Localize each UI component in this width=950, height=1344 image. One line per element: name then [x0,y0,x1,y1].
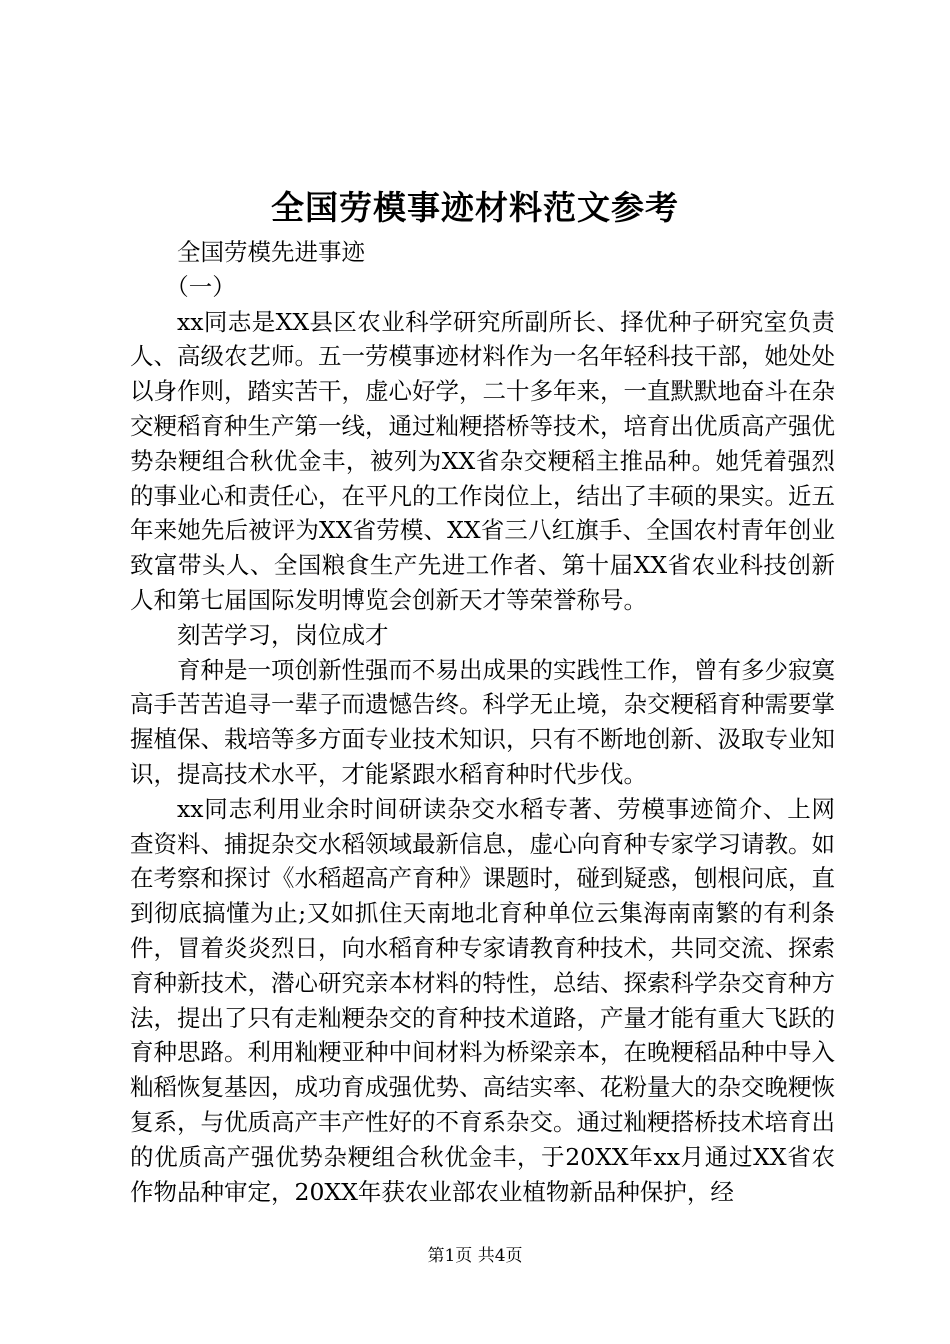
paragraph-intro: xx同志是XX县区农业科学研究所副所长、择优种子研究室负责人、高级农艺师。五一劳模事迹材料作为一名年轻科技干部，她处处以身作则，踏实苦干，虚心好学，二十多年来，一直默默地奋斗在杂交粳稻育种生产第一线，通过籼粳搭桥等技术，培育出优质高产强优势杂粳组合秋优金丰，被列为XX省杂交粳稻主推品种。她凭着强烈的事业心和责任心，在平凡的工作岗位上，结出了丰硕的果实。近五年来她先后被评为XX省劳模、XX省三八红旗手、全国农村青年创业致富带头人、全国粮食生产先进工作者、第十届XX省农业科技创新人和第七届国际发明博览会创新天才等荣誉称号。 [130,307,835,614]
paragraph-breeding: 育种是一项创新性强而不易出成果的实践性工作，曾有多少寂寞高手苦苦追寻一辈子而遗憾告终。科学无止境，杂交粳稻育种需要掌握植保、栽培等多方面专业技术知识，只有不断地创新、汲取专业知识，提高技术水平，才能紧跟水稻育种时代步伐。 [130,655,835,788]
section-heading: 全国劳模先进事迹 [177,238,365,266]
paragraph-research: xx同志利用业余时间研读杂交水稻专著、劳模事迹简介、上网查资料、捕捉杂交水稻领域最新信息，虚心向育种专家学习请教。如在考察和探讨《水稻超高产育种》课题时，碰到疑惑，刨根问底，直到彻底搞懂为止;又如抓住天南地北育种单位云集海南南繁的有利条件，冒着炎炎烈日，向水稻育种专家请教育种技术，共同交流、探索育种新技术，潜心研究亲本材料的特性，总结、探索科学杂交育种方法，提出了只有走籼粳杂交的育种技术道路，产量才能有重大飞跃的育种思路。利用籼粳亚种中间材料为桥梁亲本，在晚粳稻品种中导入籼稻恢复基因，成功育成强优势、高结实率、花粉量大的杂交晚粳恢复系，与优质高产丰产性好的不育系杂交。通过籼粳搭桥技术培育出的优质高产强优势杂粳组合秋优金丰，于20XX年xx月通过XX省农作物品种审定，20XX年获农业部农业植物新品种保护，经 [130,794,835,1206]
document-body [130,235,835,1209]
page-footer: 第1页 共4页 [427,1246,523,1266]
subheading-study: 刻苦学习，岗位成才 [177,620,389,649]
section-number: （一） [165,272,236,301]
document-title: 全国劳模事迹材料范文参考 [271,188,679,227]
